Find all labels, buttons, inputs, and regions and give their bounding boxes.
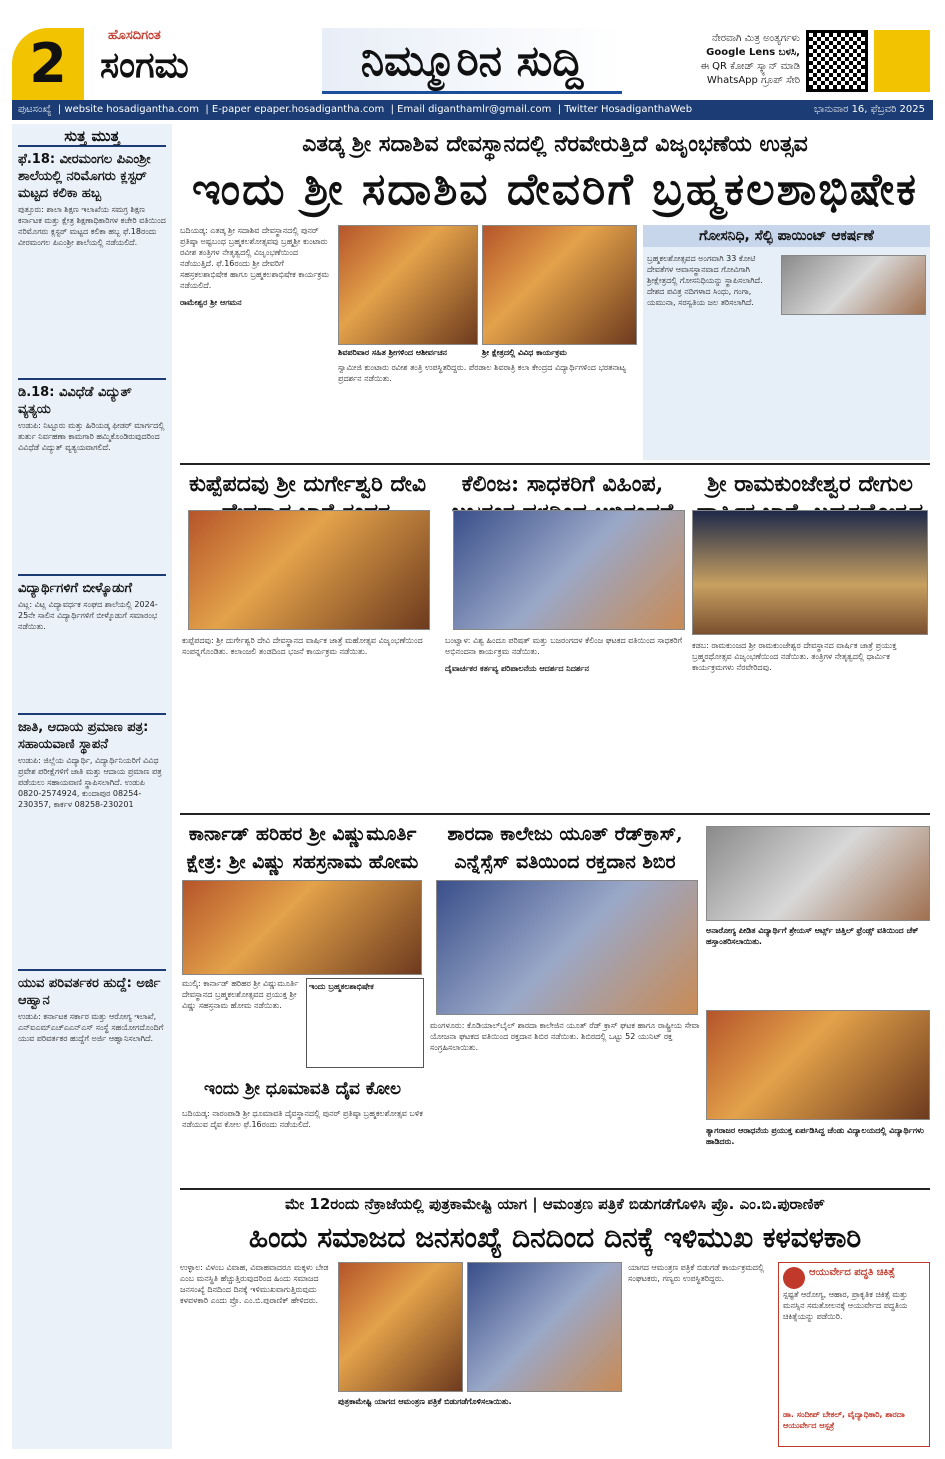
story-body: ಕಡಬ: ರಾಮಕುಂಜದ ಶ್ರೀ ರಾಮಕುಂಜೇಶ್ವರ ದೇವಸ್ಥಾನದ ವಾರ್ಷಿಕ ಜಾತ್ರೆ ಪ್ರಯುಕ್ತ ಬ್ರಹ್ಮರಥೋತ್ಸವ ವಿಜೃಂಭಣೆಯಿಂದ ನಡೆಯಿತು. ತಂತ್ರಿಗಳ ನೇತೃತ್ವದಲ್ಲಿ ಧಾರ್ಮಿಕ ಕಾರ್ಯಕ್ರಮಗಳು ನೆರವೇರಿದವು. (692, 641, 897, 672)
brief-headline: ವಿದ್ಯಾರ್ಥಿಗಳಿಗೆ ಬೀಳ್ಕೊಡುಗೆ (18, 581, 133, 596)
brief-text: ಪುತ್ತೂರು: ಶಾಲಾ ಶಿಕ್ಷಣ ಇಲಾಖೆಯ ಸಮಗ್ರ ಶಿಕ್ಷಣ ಕರ್ನಾಟಕ ಮತ್ತು ಕ್ಷೇತ್ರ ಶಿಕ್ಷಣಾಧಿಕಾರಿಗಳ ಕಚೇರಿ ವತಿಯಿಂದ ನರಿಮೊಗರು ಕ್ಲಸ್ಟರ್ ಮಟ್ಟದ ಕಲಿಕಾ ಹಬ್ಬ ಫೆ.18ರಂದು ವೀರಮಂಗಲ ಪಿಎಂಶ್ರೀ ಶಾಲೆಯಲ್ಲಿ ನಡೆಯಲಿದೆ. (18, 205, 166, 247)
divider (18, 713, 166, 715)
ad-logo-icon (783, 1267, 805, 1289)
photo-caption: ಪುತ್ರಕಾಮೇಷ್ಟಿ ಯಾಗದ ಆಮಂತ್ರಣ ಪತ್ರಿಕೆ ಬಿಡುಗಡೆಗೊಳಿಸಲಾಯಿತು. (338, 1397, 512, 1406)
brief-headline: ಜಾತಿ, ಆದಾಯ ಪ್ರಮಾಣ ಪತ್ರ: ಸಹಾಯವಾಣಿ ಸ್ಥಾಪನೆ (18, 720, 149, 752)
lead-body (180, 225, 330, 455)
section-title: ನಿಮ್ಮೂರಿನ ಸುದ್ದಿ (322, 28, 622, 94)
page-label: ಪುಟಸಂಖ್ಯೆ (18, 104, 52, 115)
brief-text: ಉಡುಪಿ: ಜಿಲ್ಲೆಯ ವಿದ್ಯಾರ್ಥಿ, ವಿದ್ಯಾರ್ಥಿನಿಯರಿಗೆ ವಿವಿಧ ಪ್ರವೇಶ ಪರೀಕ್ಷೆಗಳಿಗೆ ಜಾತಿ ಮತ್ತು ಆದಾಯ ಪ್ರಮಾಣ ಪತ್ರ ಪಡೆಯಲು ಸಹಾಯವಾಣಿ ಸ್ಥಾಪಿಸಲಾಗಿದೆ. ಉಡುಪಿ 0820-2574924, ಕುಂದಾಪುರ 08254-230357, ಕಾರ್ಕಳ 08258-230201 (18, 756, 162, 809)
email-link[interactable]: Email diganthamlr@gmail.com (397, 104, 552, 115)
story-headline: ಕಾರ್ನಾಡ್ ಹರಿಹರ ಶ್ರೀ ವಿಷ್ಣುಮೂರ್ತಿ ಕ್ಷೇತ್ರ: ಶ್ರೀ ವಿಷ್ಣು ಸಹಸ್ರನಾಮ ಹೋಮ (186, 823, 419, 873)
brief-text: ಉಡುಪಿ: ನಿಟ್ಟೂರು ಮತ್ತು ಹಿರಿಯಡ್ಕ ಫೀಡರ್ ಮಾರ್ಗದಲ್ಲಿ ತುರ್ತು ನಿರ್ವಹಣಾ ಕಾಮಗಾರಿ ಹಮ್ಮಿಕೊಂಡಿರುವುದರಿಂದ ವಿವಿಧೆಡೆ ವಿದ್ಯುತ್ ವ್ಯತ್ಯಯವಾಗಲಿದೆ. (18, 421, 165, 452)
brief-headline: ಫೆ.18: ವೀರಮಂಗಲ ಪಿಎಂಶ್ರೀ ಶಾಲೆಯಲ್ಲಿ ನರಿಮೊಗರು ಕ್ಲಸ್ಟರ್ ಮಟ್ಟದ ಕಲಿಕಾ ಹಬ್ಬ (18, 152, 151, 201)
story-photo (453, 510, 685, 630)
story-photo (692, 510, 928, 635)
page-number: 2 (12, 28, 84, 100)
story-photo (467, 1262, 622, 1392)
brief-story (12, 384, 172, 570)
story-body: ಬದಿಯಡ್ಕ: ನಾರಂಪಾಡಿ ಶ್ರೀ ಧೂಮಾವತಿ ದೈವಸ್ಥಾನದಲ್ಲಿ ಪುನರ್ ಪ್ರತಿಷ್ಠಾ ಬ್ರಹ್ಮಕಲಶೋತ್ಸವ ಬಳಿಕ ನಡೆಯುವ ದೈವ ಕೋಲ ಫೆ.16ರಂದು ನಡೆಯಲಿದೆ. (182, 1109, 423, 1129)
brief-story (12, 975, 172, 1311)
story-photo (436, 880, 698, 1015)
brief-text: ಉಡುಪಿ: ಕರ್ನಾಟಕ ಸರ್ಕಾರ ಮತ್ತು ಆರೋಗ್ಯ ಇಲಾಖೆ, ಎನ್ಐಎಮ್ಎಚ್ಎಎನ್ಎಸ್ ಸಂಸ್ಥೆ ಸಹಯೋಗದೊಂದಿಗೆ ಯುವ ಪರಿವರ್ತಕರ ಹುದ್ದೆಗೆ ಅರ್ಜಿ ಆಹ್ವಾನಿಸಲಾಗಿದೆ. (18, 1012, 164, 1043)
brief-headline: ಯುವ ಪರಿವರ್ತಕರ ಹುದ್ದೆ: ಅರ್ಜಿ ಆಹ್ವಾನ (18, 976, 161, 1008)
left-news-column (12, 124, 172, 1449)
qr-code[interactable] (806, 30, 868, 92)
story-headline: ಶಾರದಾ ಕಾಲೇಜು ಯೂತ್ ರೆಡ್‌ಕ್ರಾಸ್, ಎನ್ನೆಸ್ಸೆಸ್ ವತಿಯಿಂದ ರಕ್ತದಾನ ಶಿಬಿರ (447, 823, 683, 873)
masthead (0, 0, 945, 100)
story-headline: ಶ್ರೀ ರಾಮಕುಂಜೇಶ್ವರ ದೇಗುಲ (707, 471, 913, 497)
qr-line: ಈ QR ಕೋಡ್ ಸ್ಕ್ಯಾನ್ ಮಾಡಿ (700, 61, 800, 72)
qr-line: Google Lens ಬಳಸಿ, (706, 47, 800, 58)
brief-story (12, 580, 172, 709)
sidebar-photo (781, 255, 926, 315)
bottom-kicker: ಮೇ 12ರಂದು ನೆಕ್ರಾಜೆಯಲ್ಲಿ ಪುತ್ರಕಾಮೇಷ್ಟಿ ಯಾಗ | ಆಮಂತ್ರಣ ಪತ್ರಿಕೆ ಬಿಡುಗಡೆಗೊಳಿಸಿ ಪ್ರೊ. ಎಂ.ಬಿ.ಪುರಾಣಿಕ್ (284, 1195, 826, 1213)
photo-caption: ಶ್ರೀ ಕ್ಷೇತ್ರದಲ್ಲಿ ವಿವಿಧ ಕಾರ್ಯಕ್ರಮ (482, 348, 567, 357)
qr-line: WhatsApp ಗ್ರೂಪ್ ಸೇರಿ (706, 75, 800, 86)
sidebar-text: ಬ್ರಹ್ಮಕಲಶೋತ್ಸವದ ಅಂಗವಾಗಿ 33 ಕೋಟಿ ದೇವತೆಗಳ ಆವಾಸಸ್ಥಾನವಾದ ಗೋವಿಗಾಗಿ ಶ್ರೀಕ್ಷೇತ್ರದಲ್ಲಿ ಗೋಸನಿಧಿಯನ್ನು ಸ್ಥಾಪಿಸಲಾಗಿದೆ. ದೇಶದ ಪವಿತ್ರ ನದಿಗಳಾದ ಸಿಂಧು, ಗಂಗಾ, ಯಮುನಾ, ಸರಸ್ವತಿಯ ಜಲ ತರಿಸಲಾಗಿದೆ. (647, 254, 763, 307)
story-body (445, 635, 685, 810)
brief-story (12, 151, 172, 374)
story-photo (338, 1262, 463, 1392)
ad-box[interactable] (778, 1262, 930, 1447)
photo-caption: ತ್ಯಾಗರಾಜರ ಆರಾಧನೆಯ ಪ್ರಯುಕ್ತ ಏರ್ಪಡಿಸಿದ್ದ ಚೆಂಡು ವಿದ್ಯಾಲಯದಲ್ಲಿ ವಿದ್ಯಾರ್ಥಿಗಳು ಹಾಡಿದರು. (706, 1126, 924, 1146)
brand-name: ಸಂಗಮ (100, 44, 189, 86)
story-subhead: ದೈವಾರ್ಚಕರ ಕರ್ತವ್ಯ ಪರಿಪಾಲನೆಯ ಆದರ್ಶದ ನಿದರ್ಶನ (445, 664, 589, 673)
qr-instructions (630, 32, 800, 88)
photo-caption: ಅನಾರೋಗ್ಯ ಪೀಡಿತ ವಿದ್ಯಾರ್ಥಿಗೆ ಶ್ರೇಯಸ್ ಆರ್ಟ್ಸ್ ಚಿತ್ತಿಲ್ ಫ್ರೆಂಡ್ಸ್ ವತಿಯಿಂದ ಚೆಕ್ ಹಸ್ತಾಂತರಿಸಲಾಯಿತು. (706, 926, 919, 946)
divider (18, 378, 166, 380)
column-title: ಸುತ್ತ ಮುತ್ತ (18, 128, 166, 147)
story-box: ಇಂದು ಬ್ರಹ್ಮಕಲಶಾಭಿಷೇಕ (306, 978, 424, 1068)
story-body: ಉಳ್ಳಾಲ: ವಿಳಂಬ ವಿವಾಹ, ವಿವಾಹವಾದರೂ ಮಕ್ಕಳು ಬೇಡ ಎಂಬ ಮನಸ್ಥಿತಿ ಹೆಚ್ಚುತ್ತಿರುವುದರಿಂದ ಹಿಂದು ಸಮಾಜದ ಜನಸಂಖ್ಯೆ ದಿನದಿಂದ ದಿನಕ್ಕೆ ಇಳಿಮುಖವಾಗುತ್ತಿರುವುದು ಕಳವಳಕಾರಿ ಎಂದು ಪ್ರೊ. ಎಂ.ಬಿ.ಪುರಾಣಿಕ್ ಹೇಳಿದರು. (180, 1263, 329, 1305)
twitter-link[interactable]: Twitter HosadiganthaWeb (564, 104, 693, 115)
story-photo (182, 880, 422, 975)
story-body: ಯಾಗದ ಆಮಂತ್ರಣ ಪತ್ರಿಕೆ ಬಿಡುಗಡೆ ಕಾರ್ಯಕ್ರಮದಲ್ಲಿ ಸಂಘಟಕರು, ಗಣ್ಯರು ಉಪಸ್ಥಿತರಿದ್ದರು. (628, 1263, 765, 1283)
ad-title: ಆಯುರ್ವೇದ ಪದ್ಧತಿ ಚಿಕಿತ್ಸೆ (809, 1267, 895, 1278)
website-link[interactable]: website hosadigantha.com (64, 104, 199, 115)
story-headline: ಕೆಲಿಂಜ: ಸಾಧಕರಿಗೆ ವಿಹಿಂಪ, (461, 471, 664, 497)
divider (180, 1188, 930, 1190)
brand-small: ಹೊಸದಿಗಂತ (108, 28, 161, 43)
epaper-link[interactable]: E-paper epaper.hosadigantha.com (211, 104, 385, 115)
lead-photo-2 (482, 225, 637, 345)
story-photo (706, 1010, 930, 1120)
divider (180, 813, 930, 815)
photo-caption: ಶಿವಪರಿವಾರ ಸಹಿತ ಶ್ರೀಗಳಿಂದ ಆಶೀರ್ವಚನ (338, 348, 448, 357)
ad-footer: ಡಾ. ಸಂದೀಪ್ ಬೇಕಲ್, ವೈದ್ಯಾಧಿಕಾರಿ, ಶಾರದಾ ಆಯುರ್ವೇದ ಆಸ್ಪತ್ರೆ (783, 1410, 905, 1430)
info-bar: ಪುಟಸಂಖ್ಯೆ | website hosadigantha.com | E-paper epaper.hosadigantha.com | Email diganthamlr@gmail.com | Twitter HosadiganthaWeb ಭಾನುವಾರ 16, ಫೆಬ್ರವರಿ 2025 (12, 100, 933, 120)
sidebar-box (643, 225, 930, 460)
qr-line: ನೇರವಾಗಿ ಮಿತ್ರ ಅಂತ್ಯರ್ಗಳು (711, 33, 800, 44)
divider (18, 574, 166, 576)
story-text: ಬಂಟ್ವಾಳ: ವಿಶ್ವ ಹಿಂದೂ ಪರಿಷತ್ ಮತ್ತು ಬಜರಂಗದಳ ಕೆಲಿಂಜ ಘಟಕದ ವತಿಯಿಂದ ಸಾಧಕರಿಗೆ ಅಭಿನಂದನಾ ಕಾರ್ಯಕ್ರಮ ನಡೆಯಿತು. (445, 636, 683, 656)
bottom-headline: ಹಿಂದು ಸಮಾಜದ ಜನಸಂಖ್ಯೆ ದಿನದಿಂದ ದಿನಕ್ಕೆ ಇಳಿಮುಖ ಕಳವಳಕಾರಿ (248, 1221, 862, 1254)
story-headline: ಕುಪ್ಪೆಪದವು ಶ್ರೀ ದುರ್ಗೇಶ್ವರಿ ದೇವಿ (188, 471, 427, 497)
brief-text: ವಿಟ್ಲ: ವಿಟ್ಲ ವಿದ್ಯಾವರ್ಧಕ ಸಂಘದ ಶಾಲೆಯಲ್ಲಿ 2024-25ನೇ ಸಾಲಿನ ವಿದ್ಯಾರ್ಥಿಗಳಿಗೆ ಬೀಳ್ಕೊಡುಗೆ ಸಮಾರಂಭ ನಡೆಯಿತು. (18, 600, 158, 631)
brief-story (12, 719, 172, 965)
brief-headline: ಡಿ.18: ವಿವಿಧೆಡೆ ವಿದ್ಯುತ್ ವ್ಯತ್ಯಯ (18, 385, 132, 417)
story-body: ಮಂಗಳೂರು: ಕೊಡಿಯಾಲ್‌ಬೈಲ್ ಶಾರದಾ ಕಾಲೇಜಿನ ಯೂತ್ ರೆಡ್ ಕ್ರಾಸ್ ಘಟಕ ಹಾಗೂ ರಾಷ್ಟ್ರೀಯ ಸೇವಾ ಯೋಜನಾ ಘಟಕದ ವತಿಯಿಂದ ರಕ್ತದಾನ ಶಿಬಿರ ನಡೆಯಿತು. ಶಿಬಿರದಲ್ಲಿ ಒಟ್ಟು 52 ಯುನಿಟ್ ರಕ್ತ ಸಂಗ್ರಹಿಸಲಾಯಿತು. (430, 1021, 700, 1052)
divider (18, 969, 166, 971)
lead-kicker: ಎತಡ್ಕ ಶ್ರೀ ಸದಾಶಿವ ದೇವಸ್ಥಾನದಲ್ಲಿ ನೆರವೇರುತ್ತಿದೆ ವಿಜೃಂಭಣೆಯ ಉತ್ಸವ (302, 132, 808, 157)
story-body: ಮುಲ್ಕಿ: ಕಾರ್ನಾಡ್ ಹರಿಹರ ಶ್ರೀ ವಿಷ್ಣುಮೂರ್ತಿ ದೇವಸ್ಥಾನದ ಬ್ರಹ್ಮಕಲಶೋತ್ಸವದ ಪ್ರಯುಕ್ತ ಶ್ರೀ ವಿಷ್ಣು ಸಹಸ್ರನಾಮ ಹೋಮ ನಡೆಯಿತು. (182, 979, 299, 1010)
lead-photo-1 (338, 225, 478, 345)
lead-subhead: ರಾಮೇಶ್ವರ ಶ್ರೀ ಆಗಮನ (180, 298, 242, 307)
issue-date: ಭಾನುವಾರ 16, ಫೆಬ್ರವರಿ 2025 (814, 104, 925, 115)
story-headline: ಇಂದು ಶ್ರೀ ಧೂಮಾವತಿ ದೈವ ಕೋಲ (204, 1079, 401, 1099)
lead-body-mid: ಸ್ವಾಮೀಜಿ ಕುಂಟಾರು ರವೀಶ ತಂತ್ರಿ ಉಪಸ್ಥಿತರಿದ್ದರು. ಪೆರಡಾಲ ಶಿವರಾತ್ರಿ ಕಲಾ ಕೇಂದ್ರದ ವಿದ್ಯಾರ್ಥಿಗಳಿಂದ ಭರತನಾಟ್ಯ ಪ್ರದರ್ಶನ ನಡೆಯಿತು. (338, 363, 627, 383)
story-photo (188, 510, 430, 630)
lead-text: ಬದಿಯಡ್ಕ: ಎತಡ್ಕ ಶ್ರೀ ಸದಾಶಿವ ದೇವಸ್ಥಾನದಲ್ಲಿ ಪುನರ್ ಪ್ರತಿಷ್ಠಾ ಅಷ್ಟಬಂಧ ಬ್ರಹ್ಮಕಲಶೋತ್ಸವವು ಬ್ರಹ್ಮಶ್ರೀ ಕುಂಟಾರು ರವೀಶ ತಂತ್ರಿಗಳ ನೇತೃತ್ವದಲ್ಲಿ ವಿಜೃಂಭಣೆಯಿಂದ ನಡೆಯುತ್ತಿದೆ. ಫೆ.16ರಂದು ಶ್ರೀ ದೇವರಿಗೆ ಸಹಸ್ರಕಲಶಾಭಿಷೇಕ ಹಾಗೂ ಬ್ರಹ್ಮಕಲಶಾಭಿಷೇಕ ಕಾರ್ಯಕ್ರಮ ನಡೆಯಲಿದೆ. (180, 226, 329, 290)
ad-text: ಸ್ಪಷ್ಟತೆ ಆರೋಗ್ಯ, ಆಹಾರ, ಪ್ರಾಕೃತಿಕ ಚಿಕಿತ್ಸೆ ಮತ್ತು ಮನಸ್ಸಿನ ಸಮತೋಲನಕ್ಕೆ ಆಯುರ್ವೇದ ಪದ್ಧತಿಯ ಚಿಕಿತ್ಸೆಯನ್ನು ಪಡೆಯಿರಿ. (783, 1290, 908, 1321)
qr-accent (874, 30, 930, 92)
sidebar-headline: ಗೋಸನಿಧಿ, ಸೆಲ್ಫಿ ಪಾಯಿಂಟ್ ಆಕರ್ಷಣೆ (643, 225, 930, 247)
story-photo (706, 826, 930, 921)
lead-headline: ಇಂದು ಶ್ರೀ ಸದಾಶಿವ ದೇವರಿಗೆ ಬ್ರಹ್ಮಕಲಶಾಭಿಷೇಕ (192, 164, 918, 215)
divider (180, 463, 930, 465)
story-body: ಕುಪ್ಪೆಪದವು: ಶ್ರೀ ದುರ್ಗೇಶ್ವರಿ ದೇವಿ ದೇವಸ್ಥಾನದ ವಾರ್ಷಿಕ ಜಾತ್ರೆ ಮಹೋತ್ಸವ ವಿಜೃಂಭಣೆಯಿಂದ ಸಂಪನ್ನಗೊಂಡಿತು. ಕಲಾಂಜಲಿ ತಂಡದಿಂದ ಭಜನೆ ಕಾರ್ಯಕ್ರಮ ನಡೆಯಿತು. (182, 636, 423, 656)
